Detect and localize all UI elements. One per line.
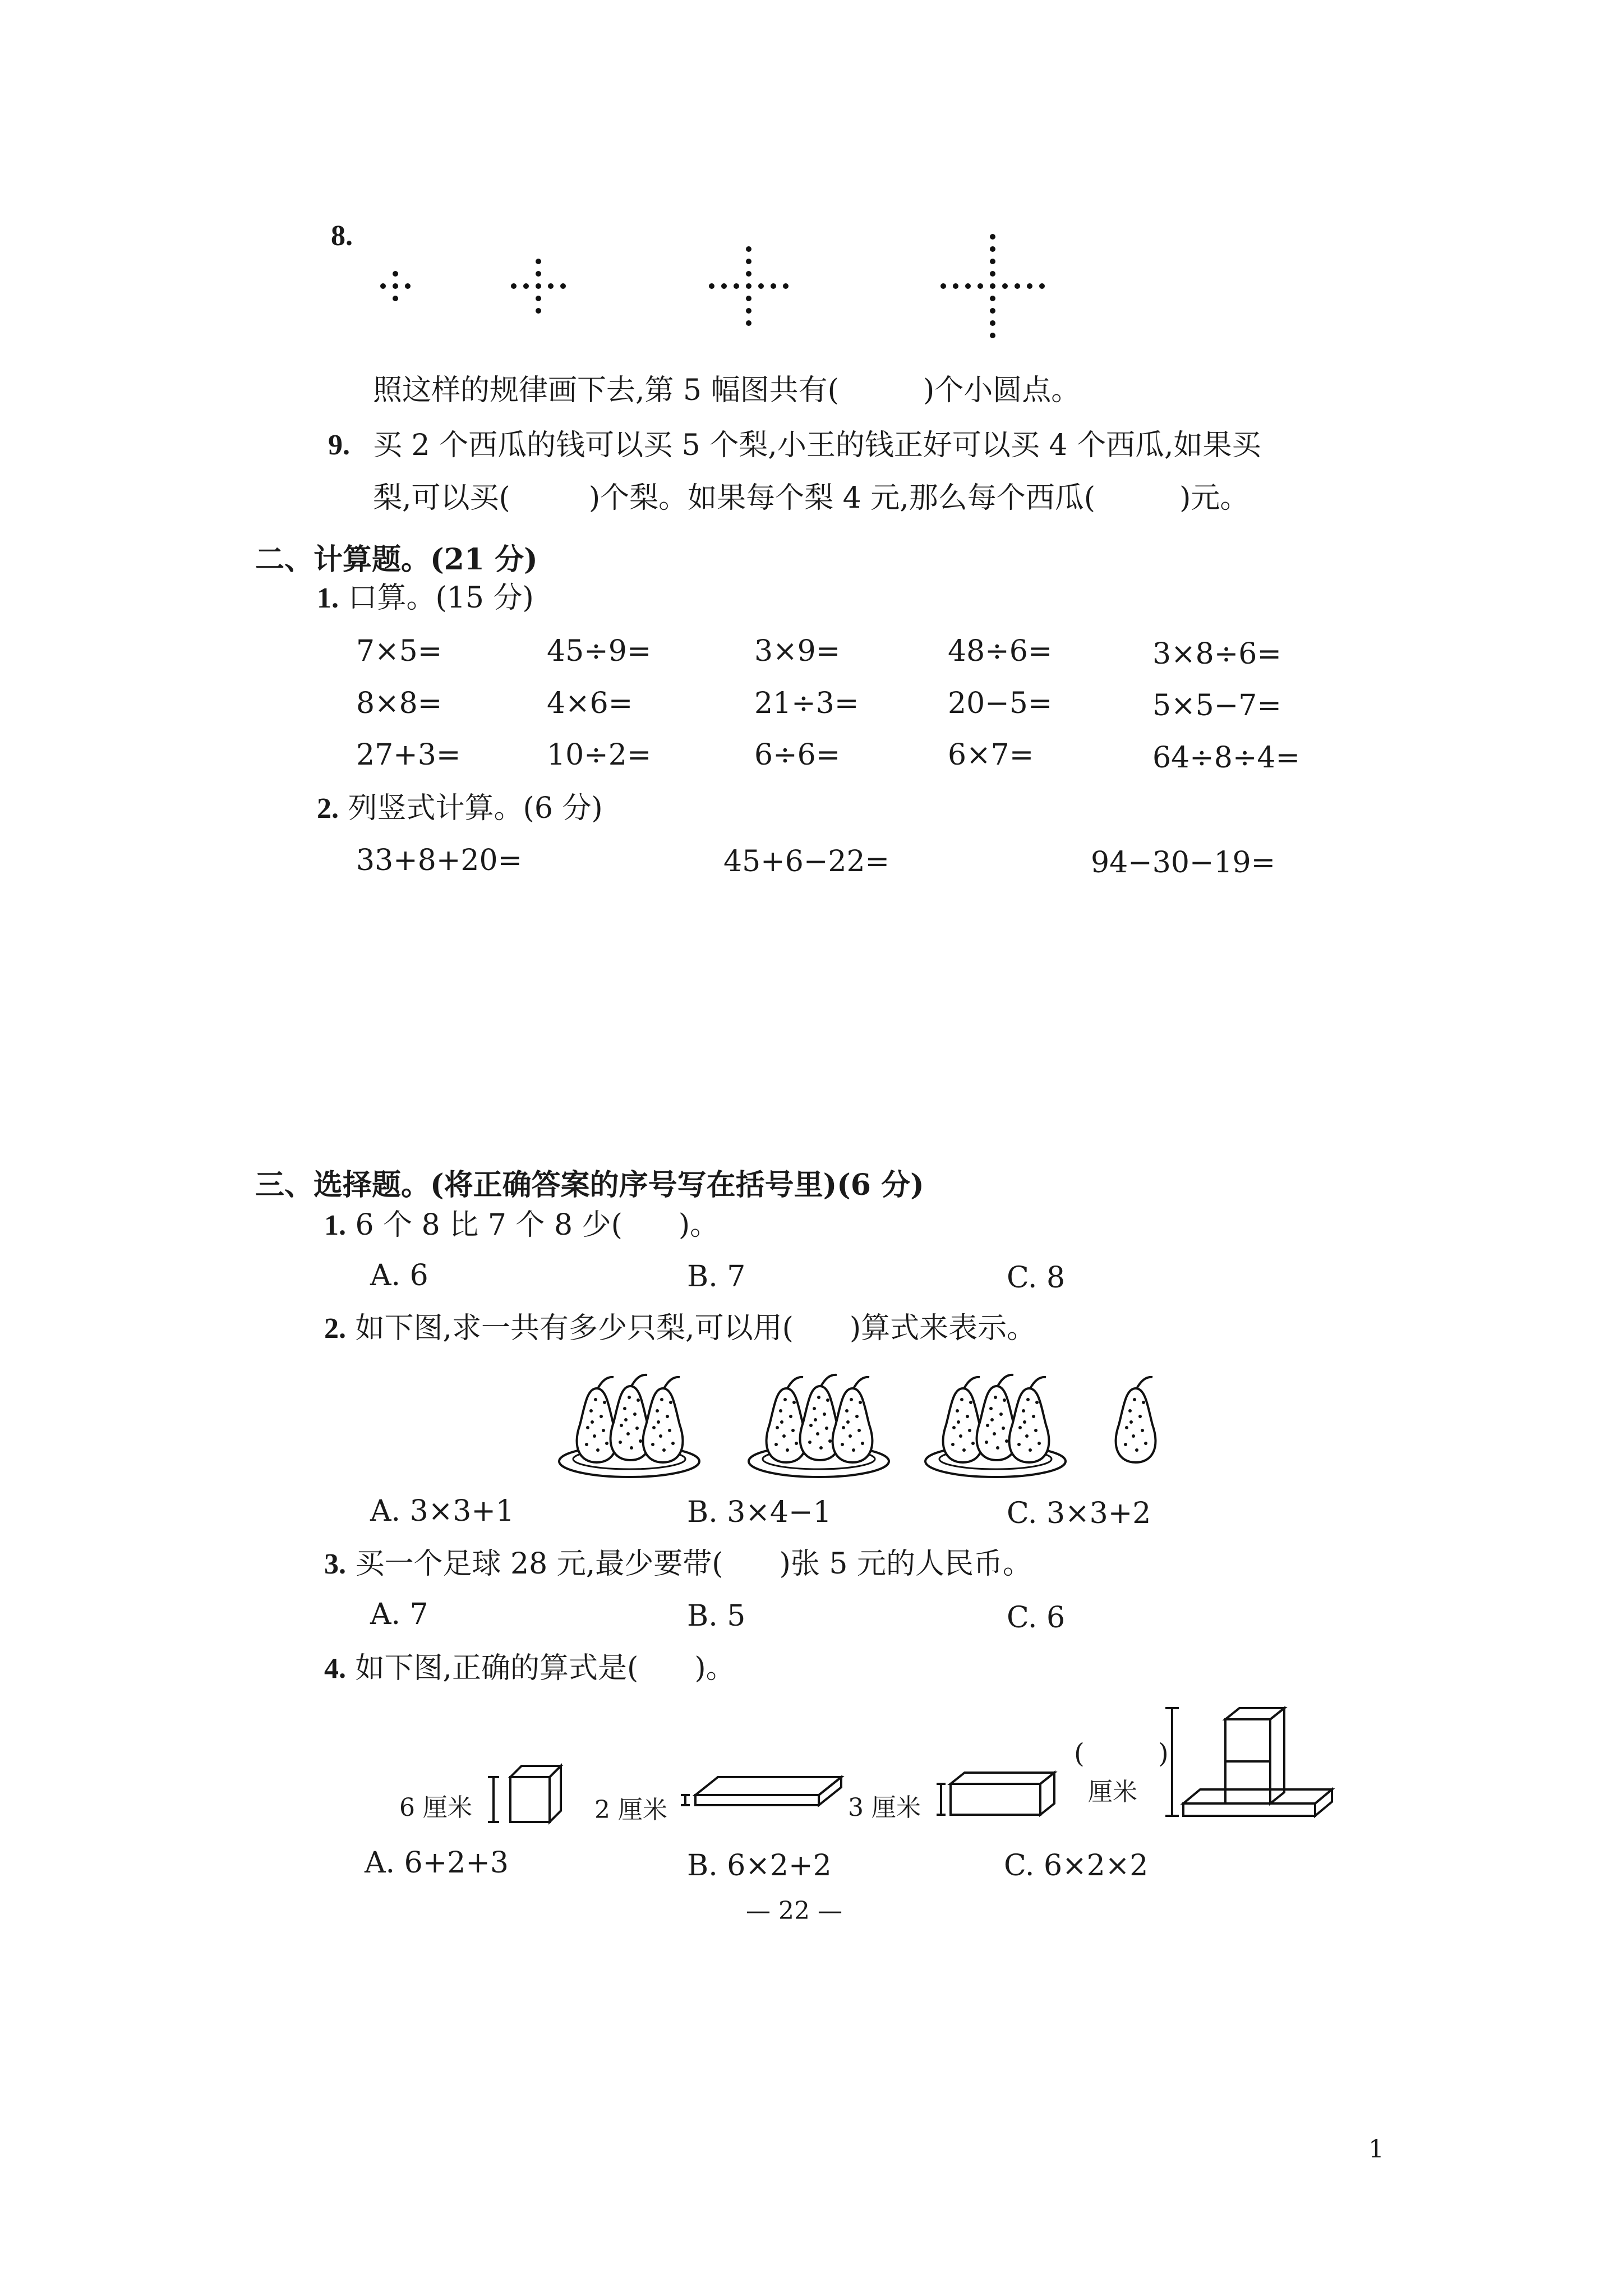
section3-title: 三、选择题。(将正确答案的序号写在括号里)(6 分) (255, 1168, 924, 1202)
label-6cm: 6 厘米 (399, 1793, 472, 1822)
oral-r2-c1: 10÷2= (547, 738, 652, 772)
label-3cm: 3 厘米 (848, 1793, 921, 1822)
sub1-title: 口算。(15 分) (348, 581, 534, 615)
oral-r0-c0: 7×5= (356, 634, 442, 668)
vertical-calc-3: 94−30−19= (1091, 846, 1276, 880)
s3-q1-option-c[interactable]: C. 8 (1007, 1261, 1066, 1295)
oral-r0-c3: 48÷6= (948, 634, 1053, 668)
label-unknown-close-paren: ) (1158, 1738, 1169, 1769)
s3-q3-text-a: 买一个足球 28 元,最少要带( (355, 1547, 723, 1581)
oral-r0-c4: 3×8÷6= (1152, 637, 1281, 671)
oral-r2-c4: 64÷8÷4= (1152, 741, 1301, 775)
oral-r1-c3: 20−5= (948, 687, 1053, 720)
s3-q3-option-c[interactable]: C. 6 (1007, 1601, 1066, 1635)
oral-r0-c1: 45÷9= (547, 634, 652, 668)
sub1-number: 1. (317, 582, 339, 614)
oral-r1-c2: 21÷3= (754, 687, 859, 720)
s3-q2-option-c[interactable]: C. 3×3+2 (1007, 1497, 1151, 1530)
s3-q2-number: 2. (324, 1313, 346, 1345)
s3-q4-option-b[interactable]: B. 6×2+2 (687, 1849, 832, 1883)
oral-r0-c2: 3×9= (754, 634, 841, 668)
s3-q4-text-b: )。 (694, 1651, 735, 1685)
q9-line2-b: )个梨。如果每个梨 4 元,那么每个西瓜( (588, 481, 1096, 515)
q9-line1: 买 2 个西瓜的钱可以买 5 个梨,小王的钱正好可以买 4 个西瓜,如果买 (373, 429, 1261, 462)
s3-q4-number: 4. (324, 1653, 346, 1685)
q9-line2-c: )元。 (1179, 481, 1249, 515)
s3-q4-option-c[interactable]: C. 6×2×2 (1004, 1849, 1149, 1883)
s3-q1-option-b[interactable]: B. 7 (687, 1260, 746, 1294)
label-2cm: 2 厘米 (594, 1796, 667, 1824)
flat-slab-block (681, 1777, 841, 1805)
corner-number: 1 (1368, 2135, 1384, 2164)
q9-line2-a: 梨,可以买( (373, 481, 510, 515)
s3-q1-number: 1. (324, 1209, 346, 1241)
s3-q1-text-a: 6 个 8 比 7 个 8 少( (355, 1208, 623, 1242)
sub2-title: 列竖式计算。(6 分) (348, 792, 603, 825)
label-unknown-unit: 厘米 (1088, 1778, 1137, 1806)
page-number: — 22 — (746, 1897, 842, 1925)
s3-q3-option-a[interactable]: A. 7 (370, 1598, 428, 1631)
stacked-structure (1165, 1708, 1332, 1816)
oral-r2-c3: 6×7= (948, 738, 1034, 772)
s3-q4-option-a[interactable]: A. 6+2+3 (365, 1846, 509, 1880)
rectangular-block (937, 1773, 1054, 1815)
s3-q2-option-b[interactable]: B. 3×4−1 (687, 1496, 832, 1529)
s3-q2-text-a: 如下图,求一共有多少只梨,可以用( (355, 1312, 794, 1345)
vertical-calc-2: 45+6−22= (723, 845, 890, 878)
label-unknown-open-paren: ( (1074, 1738, 1085, 1769)
oral-r1-c0: 8×8= (356, 687, 442, 720)
s3-q3-text-b: )张 5 元的人民币。 (779, 1547, 1032, 1581)
s3-q3-number: 3. (324, 1548, 346, 1580)
q9-number: 9. (328, 429, 350, 461)
s3-q3-option-b[interactable]: B. 5 (687, 1599, 746, 1633)
q8-number: 8. (331, 220, 353, 252)
section2-title: 二、计算题。(21 分) (255, 542, 538, 577)
q8-text-b: )个小圆点。 (923, 374, 1081, 407)
vertical-calc-1: 33+8+20= (356, 844, 523, 877)
sub2-number: 2. (317, 793, 339, 825)
s3-q2-option-a[interactable]: A. 3×3+1 (370, 1494, 515, 1528)
oral-r2-c0: 27+3= (356, 738, 461, 772)
oral-r1-c1: 4×6= (547, 687, 633, 720)
oral-r1-c4: 5×5−7= (1152, 689, 1281, 723)
s3-q1-text-b: )。 (678, 1208, 720, 1242)
s3-q4-text-a: 如下图,正确的算式是( (355, 1651, 639, 1685)
cube-block (488, 1766, 561, 1822)
s3-q2-text-b: )算式来表示。 (849, 1312, 1036, 1345)
oral-r2-c2: 6÷6= (754, 738, 841, 772)
q8-text-a: 照这样的规律画下去,第 5 幅图共有( (373, 374, 839, 407)
s3-q1-option-a[interactable]: A. 6 (370, 1259, 428, 1292)
